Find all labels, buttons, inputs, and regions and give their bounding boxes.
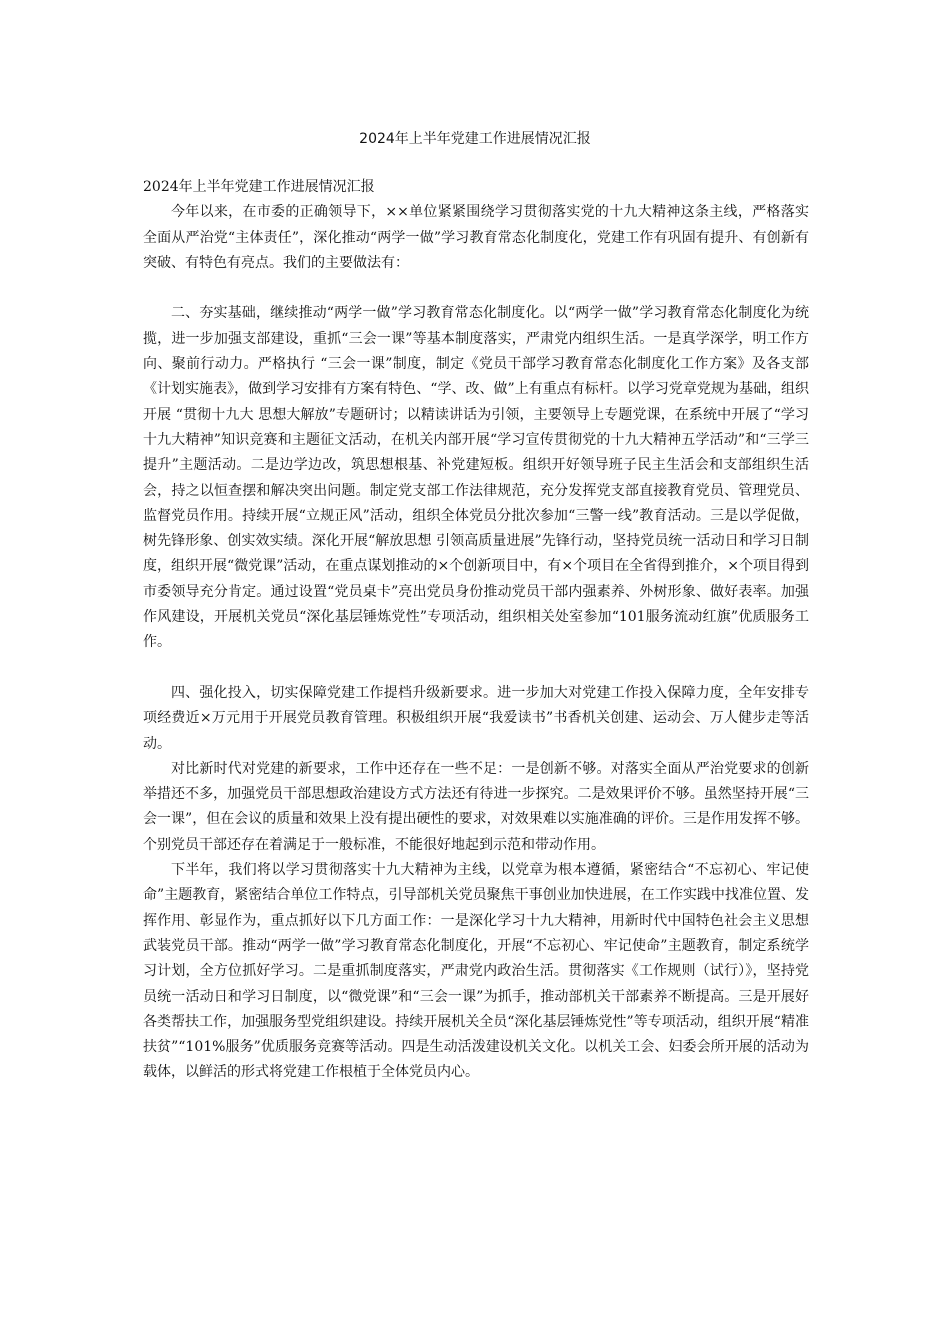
document-subtitle: 2024年上半年党建工作进展情况汇报 [143, 179, 375, 195]
paragraph-shortcomings: 对比新时代对党建的新要求，工作中还存在一些不足：一是创新不够。对落实全面从严治党要求的创新举措还不多，加强党员干部思想政治建设方式方法还有待进一步探究。二是效果评价不够。虽然坚持开展“三会一课”，但在会议的质量和效果上没有提出硬性的要求，对效果难以实施准确的评价。三是作用发挥不够。个别党员干部还存在着满足于一般标准，不能很好地起到示范和带动作用。 [143, 760, 809, 853]
page-title: 2024年上半年党建工作进展情况汇报 [359, 131, 591, 147]
paragraph-section-two: 二、夯实基础，继续推动“两学一做”学习教育常态化制度化。以“两学一做”学习教育常态化制度化为统揽，进一步加强支部建设，重抓“三会一课”等基本制度落实，严肃党内组织生活。一是真学深学，明工作方向、聚前行动力。严格执行 “三会一课”制度，制定《党员干部学习教育常态化制度化工作方案》及各支部《计划实施表》，做到学习安排有方案有特色、“学、改、做”上有重点有标杆。以学习党章党规为基础，组织开展 “贯彻十九大 思想大解放”专题研讨；以精读讲话为引领，主要领导上专题党课，在系统中开展了“学习十九大精神”知识竞赛和主题征文活动，在机关内部开展“学习宣传贯彻党的十九大精神五学活动”和“三学三提升”主题活动。二是边学边改，筑思想根基、补党建短板。组织开好领导班子民主生活会和支部组织生活会，持之以恒查摆和解决突出问题。制定党支部工作法律规范，充分发挥党支部直接教育党员、管理党员、监督党员作用。持续开展“立规正风”活动，组织全体党员分批次参加“三警一线”教育活动。三是以学促做，树先锋形象、创实效实绩。深化开展“解放思想 引领高质量进展”先锋行动，坚持党员统一活动日和学习日制度，组织开展“微党课”活动，在重点谋划推动的×个创新项目中，有×个项目在全省得到推介，×个项目得到市委领导充分肯定。通过设置“党员桌卡”亮出党员身份推动党员干部内强素养、外树形象、做好表率。加强作风建设，开展机关党员“深化基层锤炼党性”专项活动，组织相关处室参加“101服务流动红旗”优质服务工作。 [143, 305, 809, 651]
paragraph-section-four: 四、强化投入，切实保障党建工作提档升级新要求。进一步加大对党建工作投入保障力度，全年安排专项经费近×万元用于开展党员教育管理。积极组织开展“我爱读书”书香机关创建、运动会、万人健步走等活动。 [143, 684, 809, 752]
paragraph-spacer [143, 276, 809, 301]
paragraph-intro: 今年以来，在市委的正确领导下，××单位紧紧围绕学习贯彻落实党的十九大精神这条主线，严格落实全面从严治党“主体责任”，深化推动“两学一做”学习教育常态化制度化，党建工作有巩固有提升、有创新有突破、有特色有亮点。我们的主要做法有： [143, 204, 809, 271]
paragraph-next-half: 下半年，我们将以学习贯彻落实十九大精神为主线，以党章为根本遵循，紧密结合“不忘初心、牢记使命”主题教育，紧密结合单位工作特点，引导部机关党员聚焦干事创业加快进展，在工作实践中找准位置、发挥作用、彰显作为，重点抓好以下几方面工作：一是深化学习十九大精神，用新时代中国特色社会主义思想武装党员干部。推动“两学一做”学习教育常态化制度化，开展“不忘初心、牢记使命”主题教育，制定系统学习计划，全方位抓好学习。二是重抓制度落实，严肃党内政治生活。贯彻落实《工作规则（试行）》，坚持党员统一活动日和学习日制度，以“微党课”和“三会一课”为抓手，推动部机关干部素养不断提高。三是开展好各类帮扶工作，加强服务型党组织建设。持续开展机关全员“深化基层锤炼党性”等专项活动，组织开展“精准扶贫”“101%服务”优质服务竞赛等活动。四是生动活泼建设机关文化。以机关工会、妇委会所开展的活动为载体，以鲜活的形式将党建工作根植于全体党员内心。 [143, 862, 809, 1081]
paragraph-spacer [143, 656, 809, 681]
document-body [143, 175, 809, 1086]
